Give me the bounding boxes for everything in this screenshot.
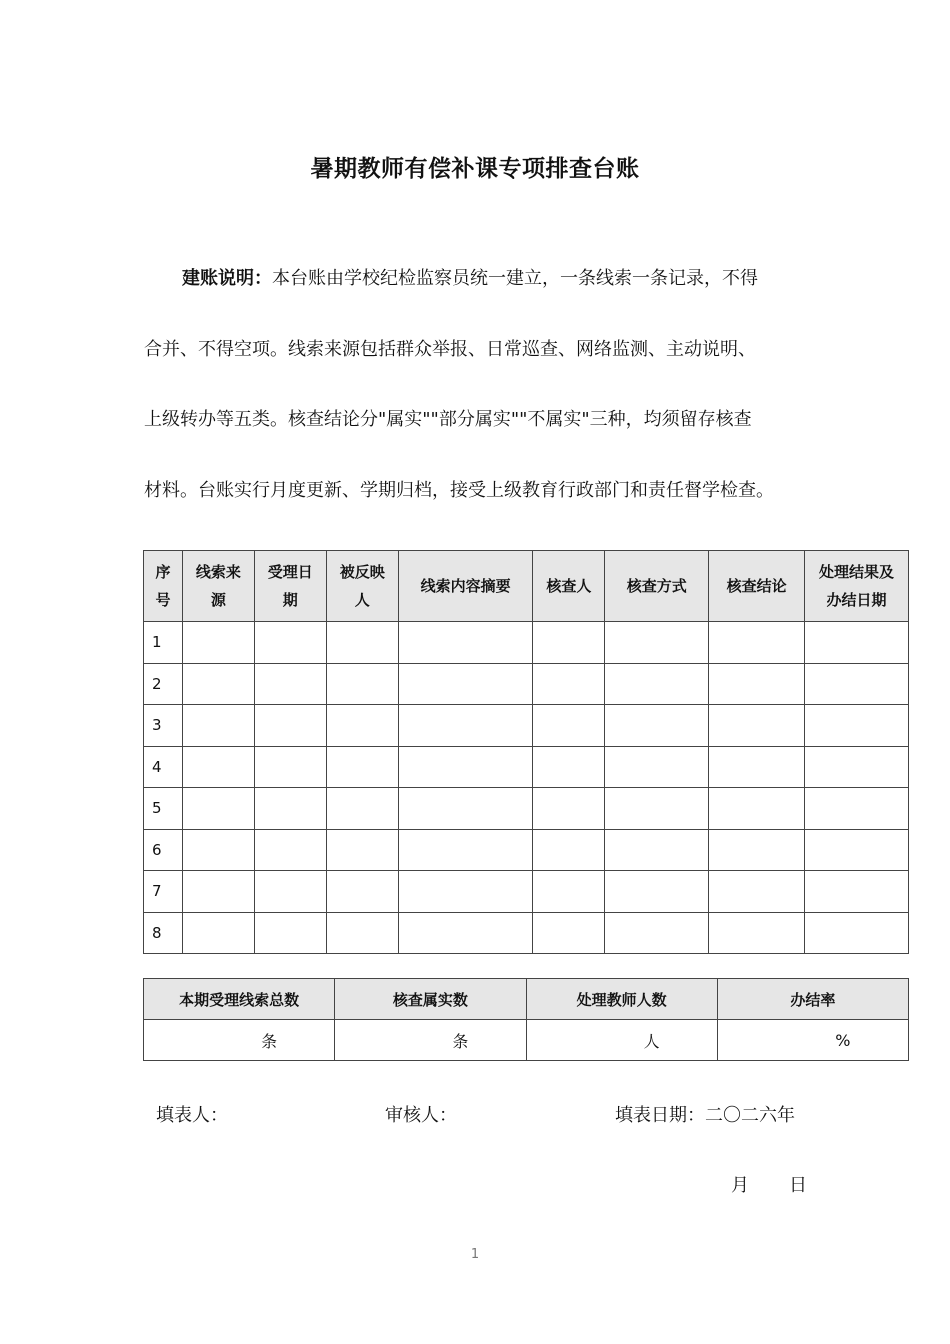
row-index: 1 — [144, 622, 183, 664]
summary-header-total: 本期受理线索总数 — [144, 979, 335, 1020]
row-index: 5 — [144, 788, 183, 830]
header-verifier: 核查人 — [533, 551, 605, 622]
row-index: 2 — [144, 663, 183, 705]
ledger-header-row — [144, 551, 909, 622]
table-row — [144, 663, 909, 705]
intro-line-4: 材料。台账实行月度更新、学期归档，接受上级教育行政部门和责任督学检查。 — [144, 480, 774, 501]
intro-text-1: 本台账由学校纪检监察员统一建立，一条线索一条记录，不得 — [272, 268, 758, 289]
month-label: 月 — [731, 1175, 749, 1196]
header-reported-person: 被反映 人 — [326, 551, 398, 622]
summary-confirmed-cell[interactable] — [335, 1020, 526, 1061]
ledger-table — [143, 550, 909, 954]
row-index: 3 — [144, 705, 183, 747]
reviewer-label: 审核人： — [385, 1105, 457, 1126]
summary-rate-cell[interactable] — [717, 1020, 908, 1061]
intro-line-3: 上级转办等五类。核查结论分"属实""部分属实""不属实"三种，均须留存核查 — [144, 409, 752, 430]
summary-header-teachers: 处理教师人数 — [526, 979, 717, 1020]
filler-label: 填表人： — [156, 1105, 228, 1126]
summary-header-confirmed: 核查属实数 — [335, 979, 526, 1020]
summary-table — [143, 978, 909, 1061]
header-accept-date: 受理日 期 — [254, 551, 326, 622]
day-label: 日 — [789, 1175, 807, 1196]
intro-lead: 建账说明： — [182, 268, 272, 289]
header-source: 线索来 源 — [182, 551, 254, 622]
table-row — [144, 705, 909, 747]
header-index: 序 号 — [144, 551, 183, 622]
summary-teachers-cell[interactable] — [526, 1020, 717, 1061]
page-number: 1 — [470, 1247, 480, 1262]
table-row — [144, 622, 909, 664]
intro-line-1 — [182, 264, 810, 290]
header-result-date: 处理结果及 办结日期 — [805, 551, 909, 622]
row-index: 8 — [144, 912, 183, 954]
table-row — [144, 912, 909, 954]
summary-value-row — [144, 1020, 909, 1061]
document-title: 暑期教师有偿补课专项排查台账 — [310, 156, 640, 182]
table-row — [144, 788, 909, 830]
header-summary: 线索内容摘要 — [398, 551, 533, 622]
table-row — [144, 746, 909, 788]
fill-date-label: 填表日期：二〇二六年 — [615, 1105, 795, 1126]
row-index: 6 — [144, 829, 183, 871]
intro-line-2: 合并、不得空项。线索来源包括群众举报、日常巡查、网络监测、主动说明、 — [144, 339, 756, 360]
unit-label: 条 — [452, 1031, 469, 1051]
unit-label: 条 — [261, 1031, 278, 1051]
header-conclusion: 核查结论 — [709, 551, 805, 622]
header-method: 核查方式 — [605, 551, 709, 622]
table-row — [144, 829, 909, 871]
summary-header-row — [144, 979, 909, 1020]
table-row — [144, 871, 909, 913]
unit-label: % — [835, 1030, 851, 1050]
summary-total-cell[interactable] — [144, 1020, 335, 1061]
unit-label: 人 — [643, 1031, 660, 1051]
summary-header-rate: 办结率 — [717, 979, 908, 1020]
row-index: 7 — [144, 871, 183, 913]
row-index: 4 — [144, 746, 183, 788]
